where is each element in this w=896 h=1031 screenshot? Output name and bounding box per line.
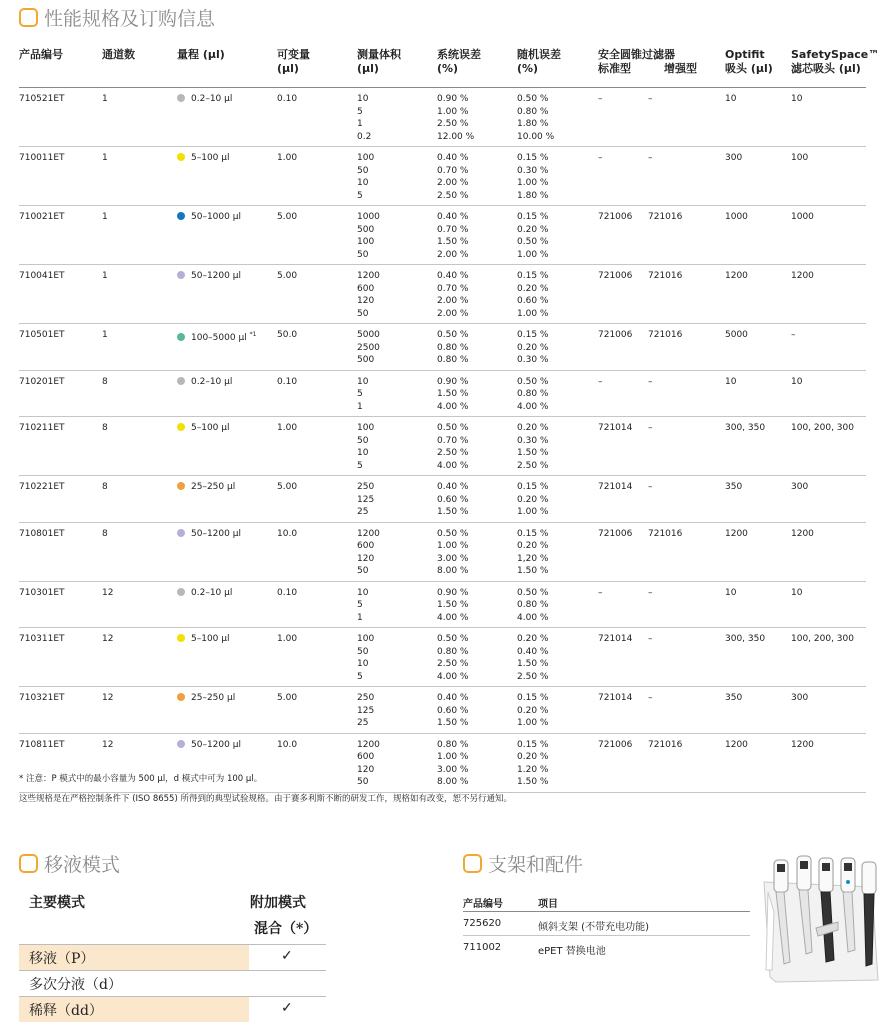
optifit-tip: 1200 bbox=[725, 271, 748, 281]
filter-standard: 721006 bbox=[598, 330, 633, 340]
section-box-icon bbox=[19, 8, 38, 27]
spec-table-body bbox=[19, 88, 866, 793]
product-code: 710021ET bbox=[19, 212, 65, 222]
random-error: 0.15 % 0.20 % 1.20 % 1.50 % bbox=[517, 739, 549, 787]
systematic-error: 0.40 % 0.70 % 1.50 % 2.00 % bbox=[437, 212, 469, 260]
safetyspace-tip: 10 bbox=[791, 587, 803, 598]
volume-range: 50–1200 µl bbox=[177, 528, 241, 541]
random-error: 0.20 % 0.40 % 1.50 % 2.50 % bbox=[517, 634, 549, 682]
safetyspace-tip: 1200 bbox=[791, 739, 814, 750]
accessory-row bbox=[463, 912, 750, 936]
optifit-tip: 10 bbox=[725, 587, 737, 598]
product-code: 710801ET bbox=[19, 528, 65, 539]
test-volumes: 1200 600 120 50 bbox=[357, 739, 380, 787]
acc-item: ePET 替换电池 bbox=[538, 946, 606, 957]
product-code: 710501ET bbox=[19, 330, 65, 340]
increment: 50.0 bbox=[277, 330, 298, 340]
systematic-error: 0.50 % 0.80 % 2.50 % 4.00 % bbox=[437, 634, 469, 682]
filter-enhanced: 721016 bbox=[648, 330, 683, 340]
color-code-dot-icon bbox=[177, 529, 185, 537]
volume-range: 0.2–10 µl bbox=[177, 93, 232, 106]
volume-range: 0.2–10 µl bbox=[177, 376, 232, 389]
product-code: 710221ET bbox=[19, 482, 65, 492]
filter-standard: – bbox=[598, 94, 603, 104]
product-code: 710211ET bbox=[19, 423, 65, 433]
test-volumes: 10 5 1 bbox=[357, 376, 369, 412]
volume-range: 5–100 µl bbox=[177, 152, 230, 165]
random-error: 0.50 % 0.80 % 4.00 % bbox=[517, 376, 549, 412]
filter-enhanced: 721016 bbox=[648, 271, 683, 281]
volume-range: 50–1200 µl bbox=[177, 270, 241, 283]
color-code-dot-icon bbox=[177, 377, 185, 385]
spec-row bbox=[19, 147, 866, 206]
header-variable: 可变量 (µl) bbox=[277, 48, 310, 75]
systematic-error: 0.90 % 1.50 % 4.00 % bbox=[437, 587, 469, 623]
modes-header bbox=[19, 884, 326, 944]
color-code-dot-icon bbox=[177, 588, 185, 596]
optifit-tip: 300, 350 bbox=[725, 634, 766, 644]
header-systematic-error: 系统误差 (%) bbox=[437, 48, 481, 75]
mode-row bbox=[19, 970, 326, 996]
increment: 1.00 bbox=[277, 423, 298, 433]
random-error: 0.15 % 0.20 % 1.00 % bbox=[517, 482, 549, 517]
optifit-tip: 350 bbox=[725, 482, 743, 492]
product-code: 710201ET bbox=[19, 376, 65, 387]
product-code: 710041ET bbox=[19, 271, 65, 281]
header-volume: 测量体积 (µl) bbox=[357, 48, 401, 75]
safetyspace-tip: 300 bbox=[791, 482, 809, 492]
color-code-dot-icon bbox=[177, 482, 185, 490]
section-box-icon bbox=[463, 854, 482, 873]
channel-count: 1 bbox=[102, 153, 108, 163]
test-volumes: 100 50 10 5 bbox=[357, 153, 375, 201]
filter-enhanced: – bbox=[648, 482, 653, 492]
color-code-dot-icon bbox=[177, 634, 185, 642]
mode-row bbox=[19, 996, 326, 1022]
safetyspace-tip: 1200 bbox=[791, 528, 814, 539]
volume-range: 0.2–10 µl bbox=[177, 587, 232, 600]
channel-count: 8 bbox=[102, 528, 108, 539]
increment: 10.0 bbox=[277, 528, 298, 539]
modes-head-main: 主要模式 bbox=[29, 895, 85, 911]
mode-label: 多次分液（d） bbox=[29, 977, 122, 993]
filter-enhanced: 721016 bbox=[648, 212, 683, 222]
spec-row bbox=[19, 265, 866, 324]
channel-count: 1 bbox=[102, 94, 108, 104]
mode-row bbox=[19, 944, 326, 970]
systematic-error: 0.40 % 0.70 % 2.00 % 2.50 % bbox=[437, 153, 469, 201]
safetyspace-tip: 300 bbox=[791, 693, 809, 703]
filter-enhanced: 721016 bbox=[648, 739, 683, 750]
acc-code: 725620 bbox=[463, 918, 502, 929]
filter-enhanced: – bbox=[648, 634, 653, 644]
safetyspace-tip: – bbox=[791, 330, 796, 340]
safetyspace-tip: 100 bbox=[791, 153, 809, 163]
random-error: 0.15 % 0.30 % 1.00 % 1.80 % bbox=[517, 153, 549, 201]
color-code-dot-icon bbox=[177, 153, 185, 161]
filter-standard: – bbox=[598, 153, 603, 163]
safetyspace-tip: 1200 bbox=[791, 271, 814, 281]
increment: 1.00 bbox=[277, 153, 298, 163]
optifit-tip: 1200 bbox=[725, 528, 748, 539]
filter-enhanced: – bbox=[648, 94, 653, 104]
test-volumes: 10 5 1 bbox=[357, 587, 369, 623]
test-volumes: 1200 600 120 50 bbox=[357, 271, 380, 319]
increment: 0.10 bbox=[277, 587, 298, 598]
specs-section-title bbox=[19, 4, 215, 31]
filter-standard: – bbox=[598, 376, 603, 387]
header-filter: 安全圆锥过滤器 标准型 增强型 bbox=[598, 48, 697, 75]
color-code-dot-icon bbox=[177, 271, 185, 279]
spec-row bbox=[19, 476, 866, 523]
random-error: 0.15 % 0.20 % 0.30 % bbox=[517, 330, 549, 365]
filter-standard: 721014 bbox=[598, 482, 633, 492]
optifit-tip: 1000 bbox=[725, 212, 748, 222]
checkmark-icon: ✓ bbox=[281, 1000, 293, 1016]
safetyspace-tip: 10 bbox=[791, 376, 803, 387]
filter-enhanced: – bbox=[648, 153, 653, 163]
header-range: 量程 (µl) bbox=[177, 48, 225, 61]
test-volumes: 5000 2500 500 bbox=[357, 330, 380, 365]
increment: 10.0 bbox=[277, 739, 298, 750]
random-error: 0.20 % 0.30 % 1.50 % 2.50 % bbox=[517, 423, 549, 471]
acc-head-item: 项目 bbox=[538, 899, 558, 910]
channel-count: 8 bbox=[102, 423, 108, 433]
footnote-2: 这些规格是在严格控制条件下 (ISO 8655) 所得到的典型试验规格。由于赛多利斯不断的研发工作，规格如有改变，恕不另行通知。 bbox=[19, 794, 512, 804]
color-code-dot-icon bbox=[177, 740, 185, 748]
random-error: 0.15 % 0.20 % 0.50 % 1.00 % bbox=[517, 212, 549, 260]
filter-enhanced: 721016 bbox=[648, 528, 683, 539]
systematic-error: 0.50 % 0.70 % 2.50 % 4.00 % bbox=[437, 423, 469, 471]
random-error: 0.15 % 0.20 % 1.00 % bbox=[517, 693, 549, 728]
mode-label: 移液（P） bbox=[19, 945, 249, 970]
spec-row bbox=[19, 628, 866, 687]
acc-item: 倾斜支架 (不带充电功能) bbox=[538, 922, 649, 933]
spec-row bbox=[19, 371, 866, 418]
modes-title-text: 移液模式 bbox=[44, 854, 121, 876]
random-error: 0.15 % 0.20 % 1,20 % 1.50 % bbox=[517, 528, 549, 576]
filter-enhanced: – bbox=[648, 587, 653, 598]
filter-standard: – bbox=[598, 587, 603, 598]
systematic-error: 0.40 % 0.60 % 1.50 % bbox=[437, 482, 469, 517]
spec-row bbox=[19, 206, 866, 265]
acc-title-text: 支架和配件 bbox=[488, 854, 584, 876]
product-code: 710011ET bbox=[19, 153, 65, 163]
color-code-dot-icon bbox=[177, 423, 185, 431]
safetyspace-tip: 100, 200, 300 bbox=[791, 634, 854, 644]
increment: 5.00 bbox=[277, 271, 298, 281]
product-code: 710311ET bbox=[19, 634, 65, 644]
systematic-error: 0.90 % 1.00 % 2.50 % 12.00 % bbox=[437, 94, 475, 142]
filter-enhanced: – bbox=[648, 693, 653, 703]
channel-count: 12 bbox=[102, 693, 114, 703]
channel-count: 1 bbox=[102, 212, 108, 222]
section-box-icon bbox=[19, 854, 38, 873]
checkmark-icon: ✓ bbox=[281, 948, 293, 964]
channel-count: 12 bbox=[102, 634, 114, 644]
accessory-row bbox=[463, 936, 750, 960]
volume-range: 25–250 µl bbox=[177, 692, 235, 705]
modes-head-extra: 附加模式 bbox=[250, 895, 306, 911]
filter-standard: 721014 bbox=[598, 693, 633, 703]
systematic-error: 0.50 % 0.80 % 0.80 % bbox=[437, 330, 469, 365]
test-volumes: 10 5 1 0.2 bbox=[357, 94, 372, 142]
test-volumes: 250 125 25 bbox=[357, 693, 375, 728]
volume-range: 50–1000 µl bbox=[177, 211, 241, 224]
channel-count: 8 bbox=[102, 482, 108, 492]
spec-row bbox=[19, 417, 866, 476]
spec-row bbox=[19, 687, 866, 734]
modes-head-mix: 混合（*） bbox=[254, 921, 318, 937]
spec-table-header bbox=[19, 44, 880, 88]
modes-section-title bbox=[19, 850, 120, 877]
accessories-header bbox=[463, 894, 750, 912]
channel-count: 8 bbox=[102, 376, 108, 387]
product-code: 710301ET bbox=[19, 587, 65, 598]
spec-row bbox=[19, 324, 866, 371]
random-error: 0.50 % 0.80 % 4.00 % bbox=[517, 587, 549, 623]
specs-title-text: 性能规格及订购信息 bbox=[44, 8, 216, 30]
systematic-error: 0.40 % 0.70 % 2.00 % 2.00 % bbox=[437, 271, 469, 319]
product-code: 710521ET bbox=[19, 94, 65, 104]
product-code: 710321ET bbox=[19, 693, 65, 703]
filter-standard: 721014 bbox=[598, 634, 633, 644]
filter-standard: 721006 bbox=[598, 528, 633, 539]
filter-standard: 721006 bbox=[598, 271, 633, 281]
optifit-tip: 300 bbox=[725, 153, 743, 163]
optifit-tip: 10 bbox=[725, 94, 737, 104]
test-volumes: 1000 500 100 50 bbox=[357, 212, 380, 260]
volume-range: 50–1200 µl bbox=[177, 739, 241, 752]
header-safetyspace: SafetySpace™ 滤芯吸头 (µl) bbox=[791, 48, 880, 75]
test-volumes: 100 50 10 5 bbox=[357, 634, 375, 682]
color-code-dot-icon bbox=[177, 94, 185, 102]
channel-count: 1 bbox=[102, 330, 108, 340]
volume-range: 100–5000 µl $^{*1}$ bbox=[177, 329, 257, 345]
modes-table bbox=[19, 884, 326, 1022]
color-code-dot-icon bbox=[177, 693, 185, 701]
acc-section-title bbox=[463, 850, 583, 877]
pipette-stand-image bbox=[760, 852, 882, 987]
safetyspace-tip: 1000 bbox=[791, 212, 814, 222]
color-code-dot-icon bbox=[177, 212, 185, 220]
channel-count: 12 bbox=[102, 739, 114, 750]
increment: 0.10 bbox=[277, 376, 298, 387]
optifit-tip: 300, 350 bbox=[725, 423, 766, 433]
filter-standard: 721006 bbox=[598, 739, 633, 750]
systematic-error: 0.40 % 0.60 % 1.50 % bbox=[437, 693, 469, 728]
increment: 5.00 bbox=[277, 212, 298, 222]
header-product: 产品编号 bbox=[19, 48, 63, 61]
random-error: 0.50 % 0.80 % 1.80 % 10.00 % bbox=[517, 94, 555, 142]
spec-table bbox=[19, 44, 880, 793]
increment: 0.10 bbox=[277, 94, 298, 104]
channel-count: 1 bbox=[102, 271, 108, 281]
accessories-table bbox=[463, 894, 750, 960]
footnote-1: * 注意：P 模式中的最小容量为 500 µl，d 模式中可为 100 µl。 bbox=[19, 774, 263, 784]
test-volumes: 250 125 25 bbox=[357, 482, 375, 517]
acc-code: 711002 bbox=[463, 942, 502, 953]
volume-range: 5–100 µl bbox=[177, 422, 230, 435]
header-optifit: Optifit 吸头 (µl) bbox=[725, 48, 773, 75]
optifit-tip: 1200 bbox=[725, 739, 748, 750]
header-channels: 通道数 bbox=[102, 48, 135, 61]
systematic-error: 0.90 % 1.50 % 4.00 % bbox=[437, 376, 469, 412]
random-error: 0.15 % 0.20 % 0.60 % 1.00 % bbox=[517, 271, 549, 319]
increment: 5.00 bbox=[277, 693, 298, 703]
product-code: 710811ET bbox=[19, 739, 65, 750]
volume-range: 25–250 µl bbox=[177, 481, 235, 494]
filter-enhanced: – bbox=[648, 376, 653, 387]
increment: 1.00 bbox=[277, 634, 298, 644]
acc-head-code: 产品编号 bbox=[463, 899, 503, 910]
safetyspace-tip: 10 bbox=[791, 94, 803, 104]
header-random-error: 随机误差 (%) bbox=[517, 48, 561, 75]
test-volumes: 1200 600 120 50 bbox=[357, 528, 380, 576]
spec-row bbox=[19, 523, 866, 582]
mode-label: 稀释（dd） bbox=[19, 997, 249, 1022]
optifit-tip: 10 bbox=[725, 376, 737, 387]
filter-enhanced: – bbox=[648, 423, 653, 433]
test-volumes: 100 50 10 5 bbox=[357, 423, 375, 471]
increment: 5.00 bbox=[277, 482, 298, 492]
channel-count: 12 bbox=[102, 587, 114, 598]
filter-standard: 721014 bbox=[598, 423, 633, 433]
spec-row bbox=[19, 88, 866, 147]
optifit-tip: 5000 bbox=[725, 330, 748, 340]
volume-range: 5–100 µl bbox=[177, 633, 230, 646]
optifit-tip: 350 bbox=[725, 693, 743, 703]
color-code-dot-icon bbox=[177, 333, 185, 341]
systematic-error: 0.80 % 1.00 % 3.00 % 8.00 % bbox=[437, 739, 469, 787]
systematic-error: 0.50 % 1.00 % 3.00 % 8.00 % bbox=[437, 528, 469, 576]
spec-row bbox=[19, 582, 866, 629]
filter-standard: 721006 bbox=[598, 212, 633, 222]
footnote-marker: *1 bbox=[249, 331, 257, 338]
safetyspace-tip: 100, 200, 300 bbox=[791, 423, 854, 433]
